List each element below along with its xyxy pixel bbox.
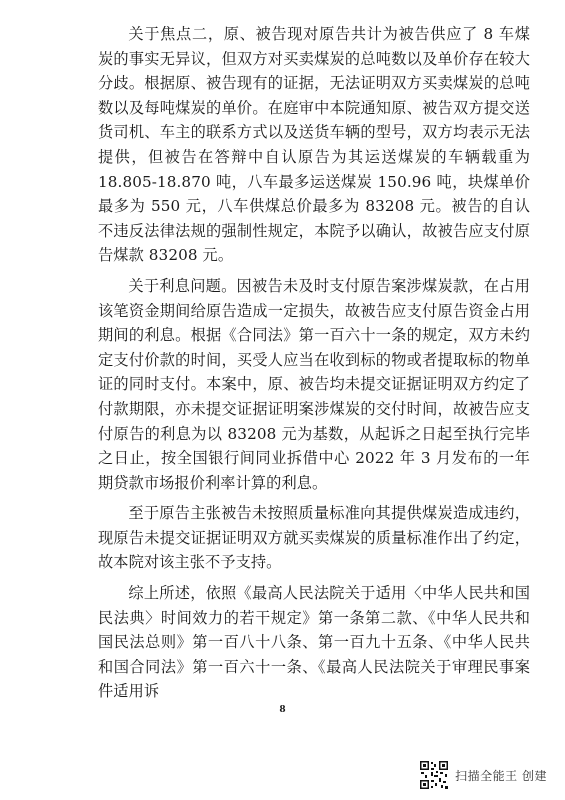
paragraph-interest: 关于利息问题。因被告未及时支付原告案涉煤炭款，在占用该笔资金期间给原告造成一定损失，故被告应支付原告资金占用期间的利息。根据《合同法》第一百六十一条的规定，双方未约定支付价款的时间，买受人应当在收到标的物或者提取标的物单证的同时支付。本案中，原、被告均未提交证据证明双方约定了付款期限，亦未提交证据证明案涉煤炭的交付时间，故被告应支付原告的利息为以 83208 元为基数，从起诉之日起至执行完毕之日止，按全国银行间同业拆借中心 2022 年 3 月发布的一年期贷款市场报价利率计算的利息。 [98,276,530,492]
paragraph-quality-claim: 至于原告主张被告未按照质量标准向其提供煤炭造成违约，现原告未提交证据证明双方就买卖煤炭的质量标准作出了约定，故本院对该主张不予支持。 [98,504,530,572]
paragraph-conclusion: 综上所述，依照《最高人民法院关于适用〈中华人民共和国民法典〉时间效力的若干规定》第一条第二款、《中华人民共和国民法总则》第一百八十八条、第一百九十五条、《中华人民共和国合同法》第一百六十一条、《最高人民法院关于审理民事案件适用诉 [98,584,530,701]
qr-code-icon [419,760,449,790]
watermark-text: 扫描全能王 创建 [455,768,547,783]
page-number: 8 [279,705,286,715]
paragraph-focus-two: 关于焦点二，原、被告现对原告共计为被告供应了 8 车煤炭的事实无异议，但双方对买卖煤炭的总吨数以及单价存在较大分歧。根据原、被告现有的证据，无法证明双方买卖煤炭的总吨数以及每吨煤炭的单价。在庭审中本院通知原、被告双方提交送货司机、车主的联系方式以及送货车辆的型号，双方均表示无法提供，但被告在答辩中自认原告为其运送煤炭的车辆载重为 18.805-18.870 吨，八车最多运送煤炭 150.96 吨，块煤单价最多为 550 元，八车供煤总价最多为 83208 元。被告的自认不违反法律法规的强制性规定，本院予以确认，故被告应支付原告煤款 83208 元。 [98,25,530,265]
scanner-watermark [419,760,547,790]
judgment-body [98,22,530,704]
